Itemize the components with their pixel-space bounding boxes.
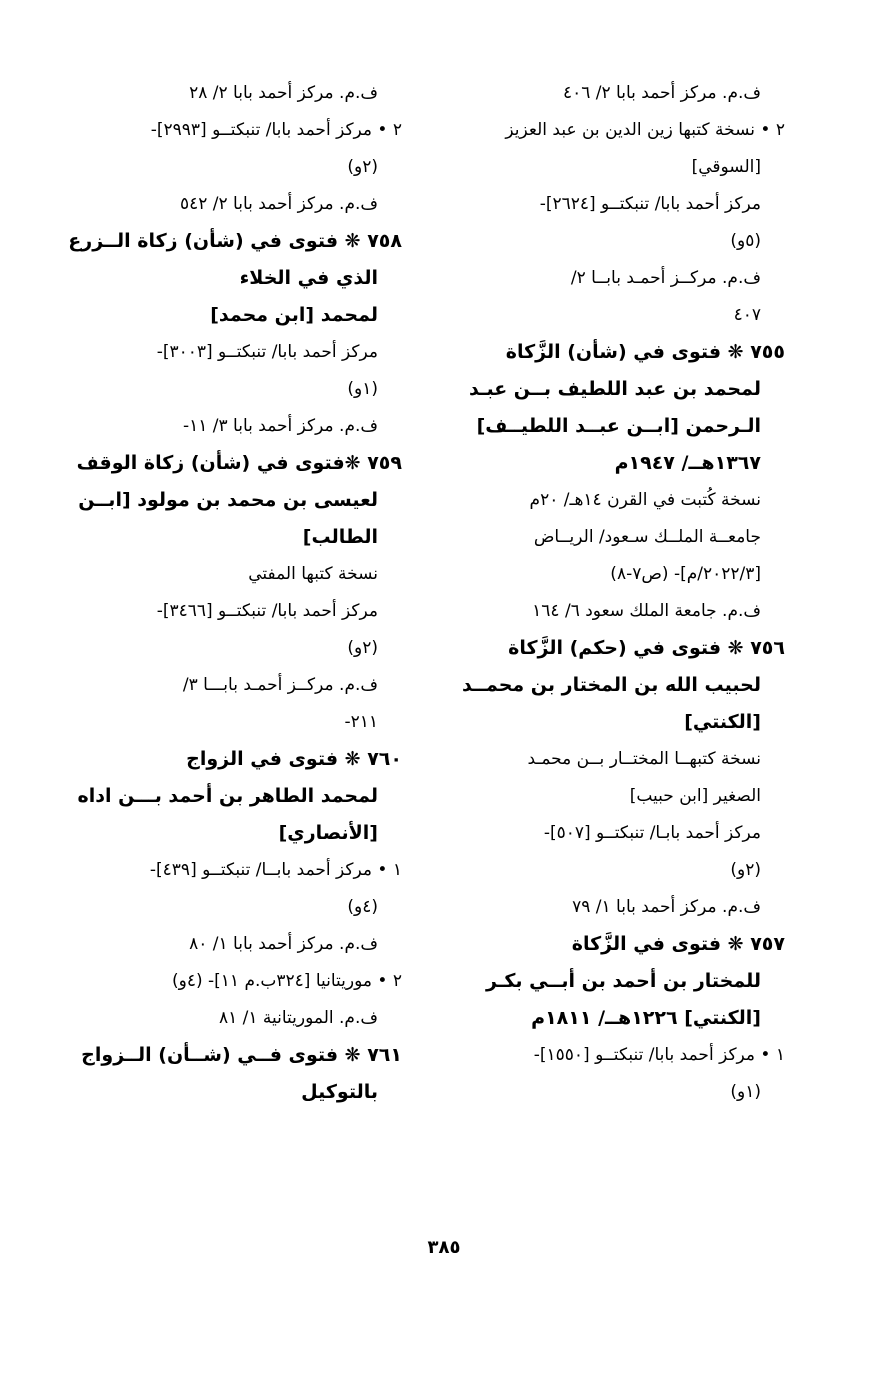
entry-text-line: ٤٠٧ — [733, 305, 761, 325]
entry-text-line: نسخة كُتبت في القرن ١٤هـ/ ٢٠م — [529, 490, 761, 510]
entry-text-line: ف.م. مركــز أحمـد بابــا ٢/ — [570, 268, 761, 288]
entry-text-line: ف.م. جامعة الملك سعود ٦/ ١٦٤ — [532, 601, 761, 621]
entry-text-line: (٤و) — [347, 897, 378, 917]
entry-text-line: (١و) — [730, 1082, 761, 1102]
entry-heading-line: للمختار بن أحمد بن أبــي بكـر — [486, 970, 761, 992]
entry-text-line: ٢ • نسخة كتبها زين الدين بن عبد العزيز — [505, 120, 785, 140]
entry-text-line: جامعــة الملــك سـعود/ الريــاض — [533, 527, 761, 547]
entry-heading-line: [الكنتي] ١٢٢٦هــ/ ١٨١١م — [531, 1007, 761, 1029]
entry-text-line: [٢٠٢٢/٣/م]- (ص٧-٨) — [610, 564, 761, 584]
entry-text-line: ف.م. مركز أحمد بابا ٣/ ١١- — [182, 416, 378, 436]
entry-text-line: ف.م. مركز أحمد بابا ٢/ ٤٠٦ — [562, 83, 761, 103]
entry-heading-line: [الكنتي] — [684, 711, 761, 733]
entry-text-line: ٢١١- — [344, 712, 378, 732]
entry-text-line: مركز أحمد بابا/ تنبكتــو [٣٤٦٦]- — [156, 601, 378, 621]
entry-text-line: ٢ • موريتانيا [٣٢٤ب.م ١١]- (٤و) — [171, 971, 402, 991]
entry-text-line: ف.م. مركز أحمد بابا ٢/ ٥٤٢ — [179, 194, 378, 214]
entry-heading-line: ٧٥٨ ❋ فتوى في (شأن) زكاة الــزرع — [68, 230, 402, 252]
entry-text-line: ٢ • مركز أحمد بابا/ تنبكتــو [٢٩٩٣]- — [150, 120, 402, 140]
entry-text-line: نسخة كتبهــا المختــار بــن محمـد — [527, 749, 761, 769]
entry-heading-line: لمحمد الطاهر بن أحمد بـــن اداه — [77, 785, 378, 807]
entry-text-line: (٥و) — [730, 231, 761, 251]
entry-text-line: ١ • مركز أحمد بابا/ تنبكتــو [١٥٥٠]- — [533, 1045, 785, 1065]
entry-heading-line: لعيسى بن محمد بن مولود [ابــن — [78, 489, 378, 511]
entry-text-line: ف.م. الموريتانية ١/ ٨١ — [218, 1008, 378, 1028]
entry-text-line: ف.م. مركز أحمد بابا ٢/ ٢٨ — [189, 83, 378, 103]
entry-heading-line: لحبيب الله بن المختار بن محمــد — [462, 674, 761, 696]
entry-heading-line: بالتوكيل — [301, 1081, 378, 1103]
entry-text-line: ف.م. مركز أحمد بابا ١/ ٨٠ — [189, 934, 378, 954]
entry-heading-line: ٧٥٩ ❋فتوى في (شأن) زكاة الوقف — [76, 452, 402, 474]
right-column — [440, 80, 785, 1116]
entry-heading-line: لمحمد [ابن محمد] — [210, 304, 378, 326]
entry-text-line: ف.م. مركــز أحمـد بابـــا ٣/ — [182, 675, 378, 695]
entry-text-line: (٢و) — [730, 860, 761, 880]
entry-heading-line: ٧٥٧ ❋ فتوى في الزَّكاة — [571, 933, 785, 955]
entry-heading-line: الذي في الخلاء — [239, 267, 378, 289]
entry-heading-line: ٧٥٥ ❋ فتوى في (شأن) الزَّكاة — [505, 341, 785, 363]
entry-text-line: (١و) — [347, 379, 378, 399]
entry-text-line: مركز أحمد بابا/ تنبكتــو [٣٠٠٣]- — [156, 342, 378, 362]
page-number: ٣٨٥ — [427, 1237, 461, 1258]
entry-text-line: ١ • مركز أحمد بابــا/ تنبكتــو [٤٣٩]- — [149, 860, 402, 880]
entry-text-line: (٢و) — [347, 157, 378, 177]
entry-text-line: مركز أحمد بابـا/ تنبكتــو [٥٠٧]- — [543, 823, 761, 843]
entry-heading-line: ٧٥٦ ❋ فتوى في (حكم) الزَّكاة — [508, 637, 785, 659]
entry-heading-line: الطالب] — [302, 526, 378, 548]
entry-heading-line: ٧٦١ ❋ فتوى فــي (شــأن) الــزواج — [81, 1044, 402, 1066]
entry-heading-line: ١٣٦٧هــ/ ١٩٤٧م — [614, 452, 761, 474]
entry-text-line: (٢و) — [347, 638, 378, 658]
entry-heading-line: [الأنصاري] — [278, 822, 378, 844]
entry-heading-line: الـرحمن [ابــن عبــد اللطيــف] — [476, 415, 761, 437]
entry-text-line: [السوقي] — [691, 157, 761, 177]
entry-text-line: ف.م. مركز أحمد بابا ١/ ٧٩ — [572, 897, 761, 917]
left-column — [50, 80, 402, 1116]
entry-heading-line: لمحمد بن عبد اللطيف بــن عبـد — [468, 378, 761, 400]
entry-text-line: نسخة كتبها المفتي — [248, 564, 378, 584]
entry-heading-line: ٧٦٠ ❋ فتوى في الزواج — [186, 748, 402, 770]
entry-text-line: مركز أحمد بابا/ تنبكتــو [٢٦٢٤]- — [539, 194, 761, 214]
entry-text-line: الصغير [ابن حبيب] — [629, 786, 761, 806]
